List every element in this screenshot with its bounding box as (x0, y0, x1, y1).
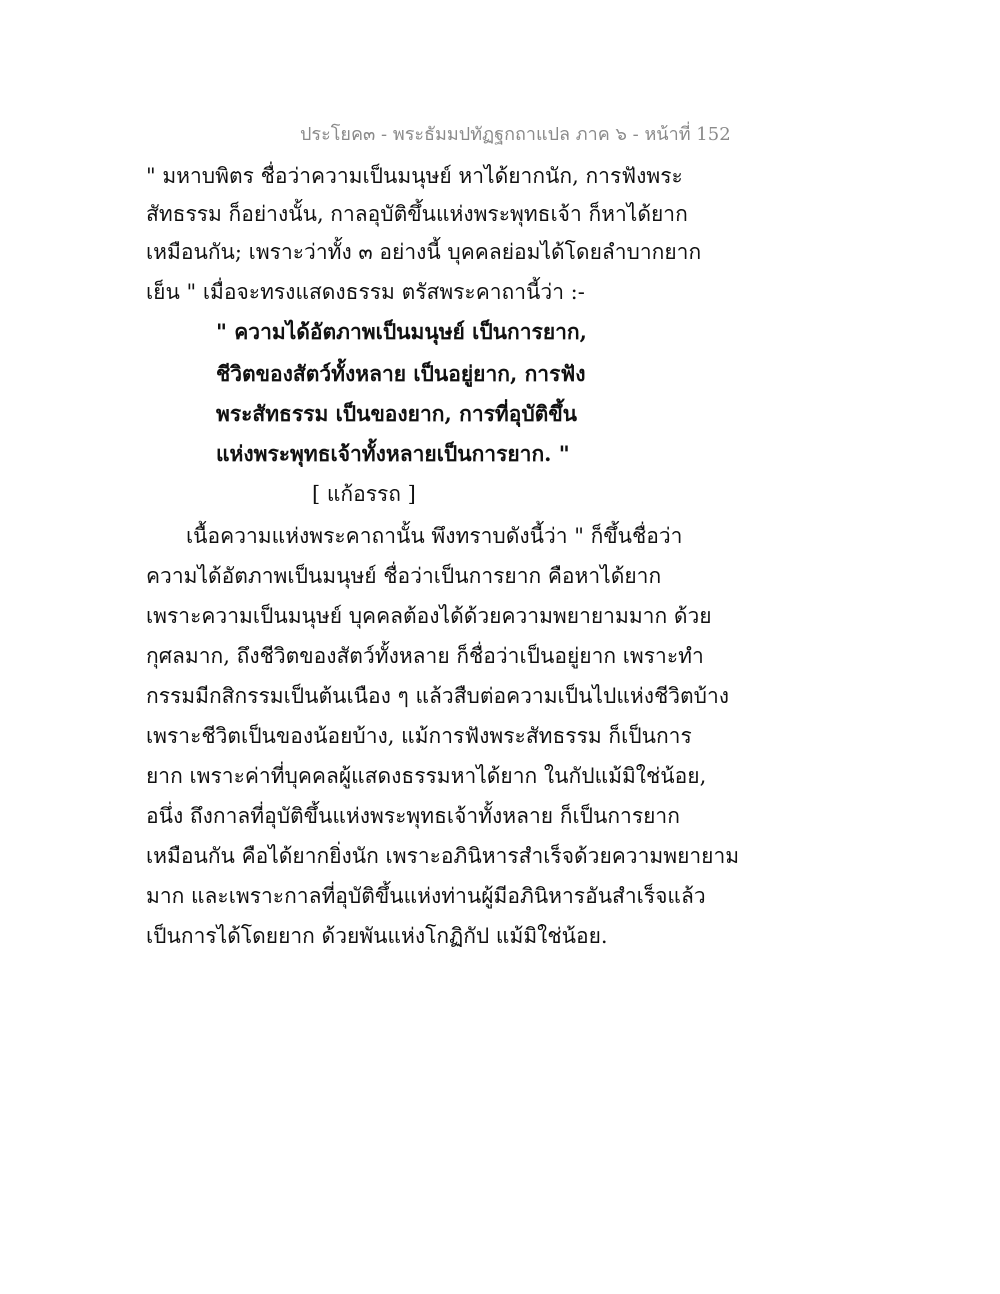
intro-line-3: เหมือนกัน; เพราะว่าทั้ง ๓ อย่างนี้ บุคคลย่อมได้โดยลำบากยาก (146, 240, 702, 264)
commentary-line-8: อนึ่ง ถึงกาลที่อุบัติขึ้นแห่งพระพุทธเจ้าทั้งหลาย ก็เป็นการยาก (146, 804, 680, 828)
intro-line-2: สัทธรรม ก็อย่างนั้น, กาลอุบัติขึ้นแห่งพระพุทธเจ้า ก็หาได้ยาก (146, 202, 688, 226)
intro-line-4: เย็น " เมื่อจะทรงแสดงธรรม ตรัสพระคาถานี้ว่า :- (146, 280, 585, 304)
commentary-line-4: กุศลมาก, ถึงชีวิตของสัตว์ทั้งหลาย ก็ชื่อว่าเป็นอยู่ยาก เพราะทำ (146, 644, 704, 668)
commentary-line-10: มาก และเพราะกาลที่อุบัติขึ้นแห่งท่านผู้มีอภินิหารอันสำเร็จแล้ว (146, 884, 706, 908)
commentary-line-11: เป็นการได้โดยยาก ด้วยพันแห่งโกฏิกัป แม้มิใช่น้อย. (146, 924, 608, 948)
verse-line-1: " ความได้อัตภาพเป็นมนุษย์ เป็นการยาก, (216, 319, 587, 344)
commentary-line-9: เหมือนกัน คือได้ยากยิ่งนัก เพราะอภินิหารสำเร็จด้วยความพยายาม (146, 844, 740, 868)
commentary-line-3: เพราะความเป็นมนุษย์ บุคคลต้องได้ด้วยความพยายามมาก ด้วย (146, 604, 712, 628)
running-header: ประโยค๓ - พระธัมมปทัฏฐกถาแปล ภาค ๖ - หน้าที่ 152 (300, 124, 731, 145)
commentary-line-5: กรรมมีกสิกรรมเป็นต้นเนือง ๆ แล้วสืบต่อความเป็นไปแห่งชีวิตบ้าง (146, 684, 730, 708)
verse-line-3: พระสัทธรรม เป็นของยาก, การที่อุบัติขึ้น (216, 401, 578, 426)
commentary-line-7: ยาก เพราะค่าที่บุคคลผู้แสดงธรรมหาได้ยาก ในกัปแม้มิใช่น้อย, (146, 764, 707, 788)
verse-line-4: แห่งพระพุทธเจ้าทั้งหลายเป็นการยาก. " (216, 441, 570, 466)
commentary-line-6: เพราะชีวิตเป็นของน้อยบ้าง, แม้การฟังพระสัทธรรม ก็เป็นการ (146, 724, 692, 748)
verse-line-2: ชีวิตของสัตว์ทั้งหลาย เป็นอยู่ยาก, การฟัง (216, 361, 586, 386)
intro-line-1: " มหาบพิตร ชื่อว่าความเป็นมนุษย์ หาได้ยากนัก, การฟังพระ (146, 164, 683, 188)
section-heading: [ แก้อรรถ ] (312, 482, 416, 506)
commentary-line-2: ความได้อัตภาพเป็นมนุษย์ ชื่อว่าเป็นการยาก คือหาได้ยาก (146, 564, 662, 588)
commentary-line-1: เนื้อความแห่งพระคาถานั้น พึงทราบดังนี้ว่า " ก็ขึ้นชื่อว่า (186, 524, 683, 548)
